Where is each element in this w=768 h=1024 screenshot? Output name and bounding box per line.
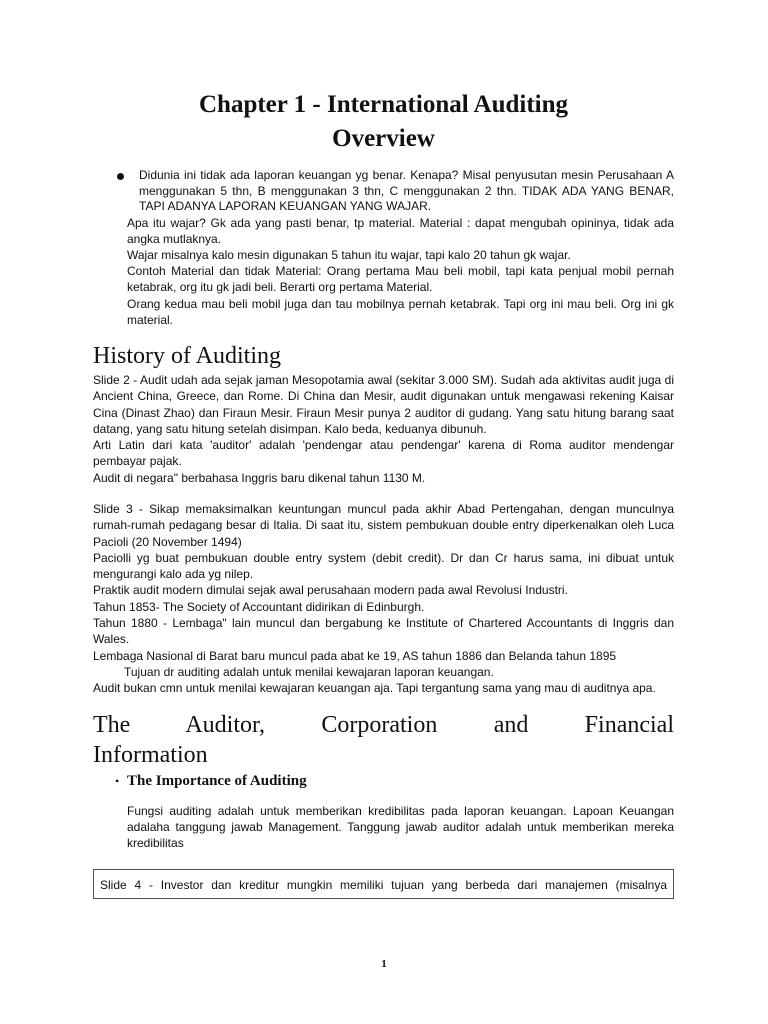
history-closing: Audit bukan cmn untuk menilai kewajaran keuangan aja. Tapi tergantung sama yang mau di auditnya apa. bbox=[93, 681, 656, 696]
history-paragraph: Audit di negara" berbahasa Inggris baru dikenal tahun 1130 M. bbox=[93, 470, 426, 485]
intro-bullet-text: Didunia ini tidak ada laporan keuangan yg benar. Kenapa? Misal penyusutan mesin Perusahaan A menggunakan 5 thn, B menggunakan 3 thn, C menggunakan 2 thn. TIDAK ADA YANG BENAR, TAPI ADANYA LAPORAN KEUANGAN YANG WAJAR. bbox=[139, 168, 674, 213]
history-paragraph: Arti Latin dari kata 'auditor' adalah 'pendengar atau pendengar' karena di Roma auditor mendengar pembayar pajak. bbox=[93, 438, 674, 469]
bullet-icon: • bbox=[115, 773, 120, 788]
intro-bullet bbox=[93, 168, 674, 215]
history-paragraph: Lembaga Nasional di Barat baru muncul pada abat ke 19, AS tahun 1886 dan Belanda tahun 1895 bbox=[93, 648, 617, 663]
history-paragraph: Tahun 1853- The Society of Accountant didirikan di Edinburgh. bbox=[93, 599, 425, 614]
paragraph-gap bbox=[93, 486, 674, 501]
slide-4-box bbox=[93, 869, 674, 899]
history-heading: History of Auditing bbox=[93, 342, 282, 369]
history-paragraph: Slide 2 - Audit udah ada sejak jaman Mesopotamia awal (sekitar 3.000 SM). Sudah ada aktivitas audit juga di Ancient China, Greece, dan Rome. Di China dan Mesir, audit digunakan untuk mengawasi rekening Kaisar Cina (Dinast Zhao) dan Firaun Mesir. Firaun Mesir punya 2 auditor di gudang. Yang satu hitung barang saat datang, yang satu hitung setelah disimpan. Kalo beda, keduanya dibunuh. bbox=[93, 372, 674, 436]
auditor-section-heading: The Auditor, Corporation and Financial bbox=[93, 711, 674, 738]
document-page bbox=[93, 88, 674, 899]
page-number: 1 bbox=[381, 958, 387, 970]
history-paragraph: Tahun 1880 - Lembaga" lain muncul dan bergabung ke Institute of Chartered Accountants di Inggris dan Wales. bbox=[93, 616, 674, 647]
importance-subheading bbox=[93, 772, 674, 791]
history-paragraph: Praktik audit modern dimulai sejak awal perusahaan modern pada awal Revolusi Industri. bbox=[93, 583, 568, 598]
chapter-title: Chapter 1 - International Auditing Overview bbox=[198, 91, 569, 152]
auditor-section-heading-2: Information bbox=[93, 741, 208, 768]
history-paragraph: Paciolli yg buat pembukuan double entry system (debit credit). Dr dan Cr harus sama, ini dibuat untuk mengurangi kalo ada yg nilep. bbox=[93, 550, 674, 582]
note-paragraph: Wajar misalnya kalo mesin digunakan 5 tahun itu wajar, tapi kalo 20 tahun gk wajar. bbox=[127, 247, 571, 262]
note-paragraph: Apa itu wajar? Gk ada yang pasti benar, tp material. Material : dapat mengubah opininya, tidak ada angka mutlaknya. bbox=[127, 215, 674, 246]
bullet-dot-icon bbox=[117, 173, 124, 180]
note-paragraph: Contoh Material dan tidak Material: Orang pertama Mau beli mobil, tapi kata penjual mobil pernah ketabrak, org itu gk jadi beli. Berarti org pertama Material. bbox=[127, 264, 674, 295]
history-paragraph: Slide 3 - Sikap memaksimalkan keuntungan muncul pada akhir Abad Pertengahan, dengan munculnya rumah-rumah pedagang besar di Italia. Di saat itu, sistem pembukuan double entry diperkenalkan oleh Luca Pacioli (20 November 1494) bbox=[93, 502, 674, 549]
importance-subheading-text: The Importance of Auditing bbox=[127, 772, 307, 789]
slide-4-text: Slide 4 - Investor dan kreditur mungkin memiliki tujuan yang berbeda dari manajemen (misalnya bbox=[100, 878, 667, 893]
history-indented-line: Tujuan dr auditing adalah untuk menilai kewajaran laporan keuangan. bbox=[124, 664, 494, 679]
note-paragraph: Orang kedua mau beli mobil juga dan tau mobilnya pernah ketabrak. Tapi org ini mau beli. Org ini gk material. bbox=[127, 296, 674, 327]
importance-text: Fungsi auditing adalah untuk memberikan kredibilitas pada laporan keuangan. Lapoan Keuangan adalaha tanggung jawab Management. Tanggung jawab auditor adalah untuk memberikan mereka kredibilitas bbox=[127, 803, 674, 851]
